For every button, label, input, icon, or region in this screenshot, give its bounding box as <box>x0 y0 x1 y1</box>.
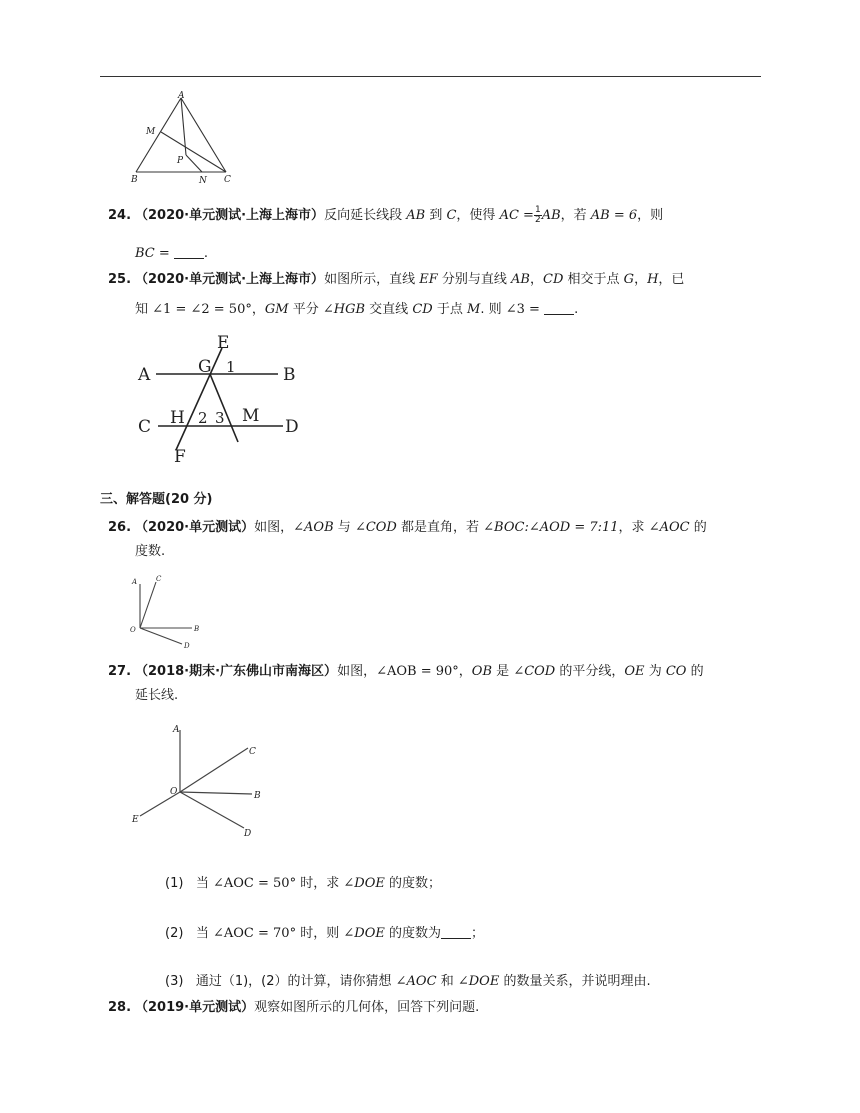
q24-line2 <box>135 244 208 264</box>
fig27-label-A: A <box>173 725 180 735</box>
q27-aob: ∠AOB = 90° <box>376 664 459 679</box>
fig25-label-C: C <box>138 417 152 437</box>
label-B: B <box>131 175 138 185</box>
q26-number: 26. <box>108 520 132 535</box>
fig25-label-G: G <box>198 357 212 377</box>
q25-text-a: 如图所示，直线 <box>324 272 416 287</box>
fig27-label-O: O <box>170 787 178 797</box>
q27-text-e: 的 <box>690 664 704 679</box>
q27-sub2-answer-blank[interactable] <box>441 924 471 939</box>
q26-aoc: ∠AOC <box>648 520 690 535</box>
q25-text-e: 平分 <box>292 302 319 317</box>
q26-source: （2020·单元测试） <box>135 520 255 535</box>
q25-sep2: ， <box>634 272 648 287</box>
q27-oe: OE <box>624 664 645 679</box>
fig25-label-B: B <box>283 365 296 385</box>
q25-line2-a: 知 <box>135 302 149 317</box>
q25-text-g: 于点 <box>436 302 463 317</box>
q26-text-d: ，求 <box>618 520 645 535</box>
fig27-label-D: D <box>244 829 252 839</box>
q27-sub2-a: 当 <box>195 926 209 941</box>
q24-text-a: 反向延长线段 <box>324 208 403 223</box>
fig27-label-B: B <box>254 791 261 801</box>
q24-answer-blank[interactable] <box>174 244 204 259</box>
fig25-label-1: 1 <box>226 358 236 376</box>
fig25-label-2: 2 <box>198 409 208 427</box>
q27-sub1 <box>165 874 441 894</box>
q25-ang3: ∠3 = <box>505 302 540 317</box>
q24-frac-num: 1 <box>534 205 541 215</box>
q24-end: . <box>203 246 209 261</box>
q27-sub2-b: 时，则 <box>300 926 340 941</box>
fig25-label-3: 3 <box>215 409 225 427</box>
q25-answer-blank[interactable] <box>544 300 574 315</box>
q25-sep1: ， <box>529 272 543 287</box>
fig26-label-C: C <box>156 575 162 583</box>
fig25-label-M: M <box>242 406 260 426</box>
q25-end: . <box>574 302 579 317</box>
q26-text-e: 的 <box>693 520 707 535</box>
q27-sub1-num: (1) <box>165 876 184 891</box>
fig25-label-A: A <box>138 365 151 385</box>
q28-line1 <box>135 998 479 1018</box>
q27-source: （2018·期末·广东佛山市南海区） <box>135 664 338 679</box>
q24-pt-c: C <box>446 208 457 223</box>
header-rule <box>100 76 761 77</box>
q27-sub3-doe: ∠DOE <box>457 974 500 989</box>
label-P: P <box>177 156 184 166</box>
q27-sub2-end: ； <box>471 926 485 941</box>
q24-text-d: ，若 <box>560 208 587 223</box>
q26-text-a: 如图， <box>254 520 294 535</box>
q25-hgb: ∠HGB <box>322 302 366 317</box>
q24-source: （2020·单元测试·上海上海市） <box>135 208 325 223</box>
q27-co: CO <box>665 664 687 679</box>
q24-seg-ab: AB <box>406 208 426 223</box>
q27-figure <box>128 718 278 842</box>
q25-figure <box>128 334 318 466</box>
q27-text-d: 为 <box>648 664 662 679</box>
q25-cd: CD <box>543 272 564 287</box>
q27-sub1-a: 当 <box>195 876 209 891</box>
q25-ab: AB <box>511 272 530 287</box>
q24-fraction <box>534 206 542 225</box>
q26-aob: ∠AOB <box>293 520 334 535</box>
q26-line2: 度数. <box>135 544 166 559</box>
label-C: C <box>224 175 231 185</box>
q25-m: M <box>467 302 481 317</box>
q25-text-f: 交直线 <box>369 302 409 317</box>
label-N: N <box>199 176 207 186</box>
q26-text-b: 与 <box>337 520 351 535</box>
q27-sub3-b: 和 <box>440 974 454 989</box>
triangle-figure <box>126 90 246 186</box>
q27-line2: 延长线. <box>135 688 179 703</box>
q25-sep3: ， <box>251 302 265 317</box>
q27-sub2-doe: ∠DOE <box>343 926 385 941</box>
q27-sub2-eq: ∠AOC = 70° <box>212 926 297 941</box>
label-A: A <box>178 91 185 101</box>
q27-text-b: 是 <box>496 664 510 679</box>
q28-source: （2019·单元测试） <box>135 1000 255 1015</box>
q26-figure <box>126 572 212 652</box>
fig25-label-D: D <box>285 417 299 437</box>
q26-text-c: 都是直角，若 <box>401 520 480 535</box>
q25-gm: GM <box>264 302 289 317</box>
q24-eq-lhs: AC = <box>499 208 534 223</box>
q25-source: （2020·单元测试·上海上海市） <box>135 272 325 287</box>
fig26-label-O: O <box>130 626 136 634</box>
q27-sub2 <box>165 924 484 944</box>
q26-ratio: ∠BOC:∠AOD = 7:11 <box>483 520 619 535</box>
q24-bc: BC = <box>135 246 170 261</box>
q27-sub3 <box>165 972 651 992</box>
q27-sub1-c: 的度数； <box>388 876 441 891</box>
label-M: M <box>146 127 156 137</box>
q24-frac-den: 2 <box>534 215 541 225</box>
q24-text-e: ，则 <box>637 208 664 223</box>
q26-cod: ∠COD <box>354 520 397 535</box>
fig25-label-E: E <box>217 334 230 353</box>
q27-sub3-c: 的数量关系，并说明理由. <box>503 974 651 989</box>
q24-number: 24. <box>108 208 132 223</box>
q27-text-a: 如图， <box>337 664 377 679</box>
q27-sub1-doe: ∠DOE <box>343 876 385 891</box>
q25-g: G <box>623 272 635 287</box>
q24-eq2: AB = 6 <box>590 208 638 223</box>
q25-cd2: CD <box>412 302 433 317</box>
section-title: 三、解答题(20 分) <box>100 492 213 507</box>
q25-ef: EF <box>419 272 438 287</box>
q25-text-c: 相交于点 <box>567 272 620 287</box>
q27-cod: ∠COD <box>513 664 556 679</box>
fig26-label-D: D <box>184 642 190 650</box>
q24-text-b: 到 <box>429 208 443 223</box>
q27-sub2-num: (2) <box>165 926 184 941</box>
q25-angle-eq: ∠1 = ∠2 = 50° <box>152 302 252 317</box>
q27-sub3-aoc: ∠AOC <box>395 974 437 989</box>
fig25-label-H: H <box>170 408 185 428</box>
q24-line1 <box>135 206 663 226</box>
q27-line1 <box>135 662 704 682</box>
q25-text-d: ，已 <box>658 272 685 287</box>
q27-sub3-num: (3) <box>165 974 184 989</box>
q28-number: 28. <box>108 1000 132 1015</box>
q27-sub1-b: 时，求 <box>300 876 340 891</box>
q27-ob: OB <box>471 664 493 679</box>
fig27-label-E: E <box>132 815 139 825</box>
q28-text: 观察如图所示的几何体，回答下列问题. <box>254 1000 480 1015</box>
q27-sub2-c: 的度数为 <box>388 926 441 941</box>
q25-text-b: 分别与直线 <box>441 272 507 287</box>
fig26-label-A: A <box>132 578 138 586</box>
q27-sub3-a: 通过（1)，(2）的计算，请你猜想 <box>195 974 392 989</box>
q25-line2 <box>135 300 578 320</box>
q26-line1 <box>135 518 707 538</box>
q25-line1 <box>135 270 684 290</box>
q24-eq-rhs: AB <box>541 208 561 223</box>
q24-text-c: ，使得 <box>456 208 496 223</box>
fig25-label-F: F <box>174 447 186 466</box>
q25-number: 25. <box>108 272 132 287</box>
q27-number: 27. <box>108 664 132 679</box>
q25-text-h: . 则 <box>480 302 502 317</box>
q27-sub1-eq: ∠AOC = 50° <box>212 876 297 891</box>
q27-sep1: ， <box>458 664 472 679</box>
fig26-label-B: B <box>194 625 200 633</box>
fig27-label-C: C <box>249 747 256 757</box>
q25-h: H <box>647 272 659 287</box>
q27-text-c: 的平分线， <box>559 664 625 679</box>
